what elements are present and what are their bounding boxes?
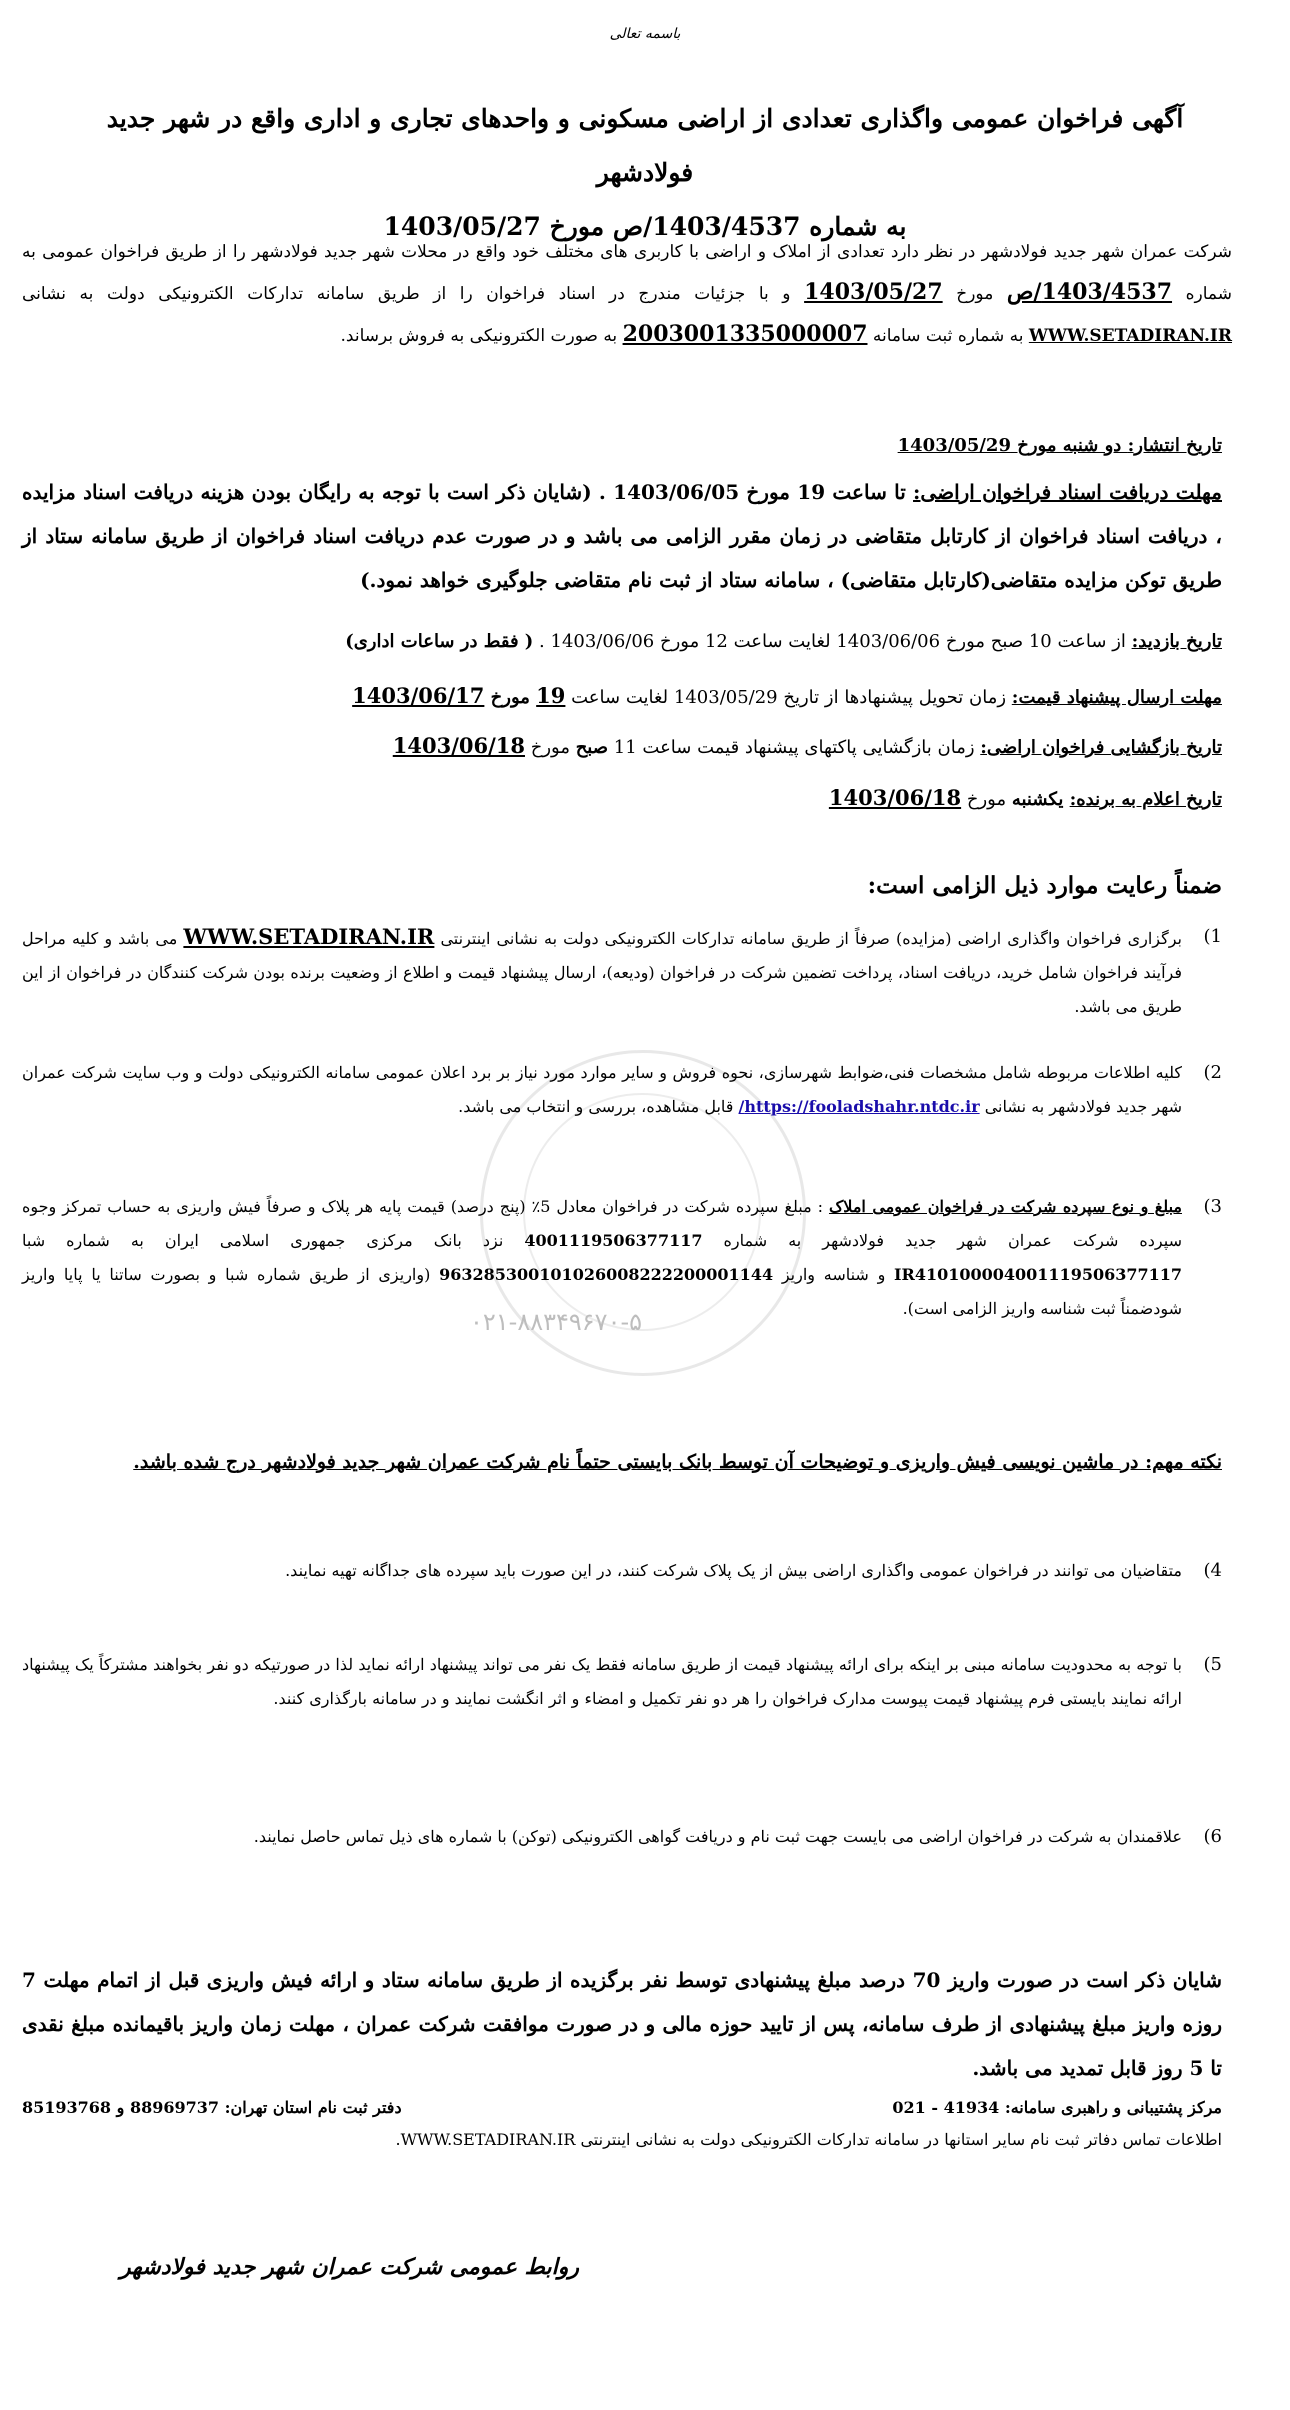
signature: روابط عمومی شرکت عمران شهر جدید فولادشهر <box>120 2254 580 2280</box>
visit-label: تاریخ بازدید: <box>1131 631 1222 652</box>
intro-text: و با جزئیات مندرج در اسناد فراخوان را از طریق سامانه تدارکات الکترونیکی دولت به نشانی <box>22 284 805 304</box>
intro-text: به شماره ثبت سامانه <box>867 326 1029 346</box>
setadiran-link[interactable]: WWW.SETADIRAN.IR <box>183 924 435 949</box>
item-number: 6) <box>1203 1826 1222 1847</box>
visit-text: از ساعت 10 صبح مورخ 1403/06/06 لغایت ساعت 12 مورخ 1403/06/06 . <box>533 631 1132 652</box>
call-date: 1403/05/27 <box>804 279 943 305</box>
list-item <box>22 1820 1222 1854</box>
item-text: قابل مشاهده، بررسی و انتخاب می باشد. <box>458 1097 739 1116</box>
support-center: مرکز پشتیبانی و راهبری سامانه: 41934 - 021 <box>892 2098 1222 2117</box>
stamp-phone: ۰۲۱-۸۸۳۴۹۶۷۰-۵ <box>470 1308 643 1336</box>
list-item <box>22 1554 1222 1588</box>
item-text: (واریزی از طریق شماره شبا و بصورت ساتنا یا پایا واریز شودضمناً ثبت شناسه واریز الزامی است). <box>22 1265 1182 1318</box>
item-number: 5) <box>1203 1654 1222 1675</box>
item-number: 4) <box>1203 1560 1222 1581</box>
item-text: کلیه اطلاعات مربوطه شامل مشخصات فنی،ضوابط شهرسازی، نحوه فروش و سایر موارد مورد نیاز بر برد اعلان عمومی سامانه الکترونیکی دولت و وب سایت شرکت عمران شهر جدید فولادشهر به نشانی <box>22 1063 1182 1116</box>
opening-text-2: مورخ <box>524 737 576 758</box>
list-item <box>22 920 1222 1024</box>
intro-text: مورخ <box>942 284 1007 304</box>
price-date: 1403/06/17 <box>352 683 485 708</box>
intro-text: به صورت الکترونیکی به فروش برساند. <box>340 326 623 346</box>
winner-label: تاریخ اعلام به برنده: <box>1069 789 1222 810</box>
item-text: علاقمندان به شرکت در فراخوان اراضی می بایست جهت ثبت نام و دریافت گواهی الکترونیکی (توکن) با شماره های ذیل تماس حاصل نمایند. <box>253 1827 1182 1846</box>
list-item <box>22 1648 1222 1716</box>
opening-label: تاریخ بازگشایی فراخوان اراضی: <box>980 737 1222 758</box>
opening-bold: صبح <box>575 737 609 758</box>
visit-row <box>22 622 1222 662</box>
price-hour: 19 <box>536 683 566 708</box>
setadiran-link[interactable]: WWW.SETADIRAN.IR <box>1028 326 1232 346</box>
sheba-number: IR410100004001119506377117 <box>894 1265 1183 1284</box>
other-provinces <box>22 2124 1222 2156</box>
opening-date: 1403/06/18 <box>392 733 525 758</box>
deadline-row <box>22 470 1222 602</box>
list-item <box>22 1190 1222 1326</box>
publish-date-row <box>22 426 1222 466</box>
item-number: 3) <box>1203 1196 1222 1217</box>
price-label: مهلت ارسال پیشنهاد قیمت: <box>1011 687 1222 708</box>
item-text: برگزاری فراخوان واگذاری اراضی (مزایده) صرفاً از طریق سامانه تدارکات الکترونیکی دولت به نشانی اینترنتی <box>434 929 1183 948</box>
item-text: متقاضیان می توانند در فراخوان عمومی واگذاری اراضی بیش از یک پلاک شرکت کنند، در این صورت باید سپرده های جداگانه تهیه نمایند. <box>285 1561 1182 1580</box>
account-number: 4001119506377117 <box>524 1231 703 1250</box>
item-number: 1) <box>1203 926 1222 947</box>
setadiran-link[interactable]: WWW.SETADIRAN.IR <box>400 2130 576 2149</box>
deadline-label: مهلت دریافت اسناد فراخوان اراضی: <box>913 480 1222 504</box>
price-text-2: مورخ <box>484 687 537 708</box>
title-line-1: آگهی فراخوان عمومی واگذاری تعدادی از اراضی مسکونی و واحدهای تجاری و اداری واقع در شهر جدید فولادشهر <box>106 104 1184 187</box>
deposit-id: 963285300101026008222200001144 <box>439 1265 774 1284</box>
title-line-2: به شماره 1403/4537/ص مورخ 1403/05/27 <box>383 212 907 241</box>
winner-date: 1403/06/18 <box>828 785 962 810</box>
contact-info <box>22 2092 1222 2156</box>
winner-text: مورخ <box>961 789 1012 810</box>
winner-day: یکشنبه <box>1011 789 1070 810</box>
item-number: 2) <box>1203 1062 1222 1083</box>
opening-row <box>22 726 1222 768</box>
deadline-text: تا ساعت 19 مورخ 1403/06/05 . (شایان ذکر است با توجه به رایگان بودن هزینه دریافت اسناد مزایده ، دریافت اسناد فراخوان از کارتابل متقاضی در زمان مقرر الزامی می باشد و در صورت عدم دریافت اسناد فراخوان از طریق سامانه ستاد از طریق توکن مزایده متقاضی(کارتابل متقاضی) ، سامانه ستاد از ثبت نام متقاضی جلوگیری خواهد نمود.) <box>22 480 1222 592</box>
requirements-title: ضمناً رعایت موارد ذیل الزامی است: <box>867 872 1222 899</box>
contact-phones <box>22 2092 1222 2124</box>
important-note: نکته مهم: در ماشین نویسی فیش واریزی و توضیحات آن توسط بانک بایستی حتماً نام شرکت عمران شهر جدید فولادشهر درج شده باشد. <box>133 1451 1222 1473</box>
item-text: نزد بانک مرکزی جمهوری اسلامی ایران به شماره شبا <box>22 1231 525 1250</box>
publish-value: دو شنبه مورخ 1403/05/29 <box>897 435 1128 456</box>
opening-text: زمان بازگشایی پاکتهای پیشنهاد قیمت ساعت 11 <box>608 737 981 758</box>
visit-note: ( فقط در ساعات اداری) <box>345 631 534 652</box>
fooladshahr-link[interactable]: https://fooladshahr.ntdc.ir/ <box>738 1097 980 1116</box>
winner-row <box>22 778 1222 820</box>
publish-label: تاریخ انتشار: دو شنبه مورخ 1403/05/29 <box>897 435 1222 456</box>
intro-text: شرکت عمران شهر جدید فولادشهر در نظر دارد تعدادی از املاک و اراضی با کاربری های مختلف خود واقع در محلات شهر جدید فولادشهر را از طریق فراخوان عمومی به شماره <box>22 242 1232 304</box>
basmala: باسمه تعالی <box>609 26 681 42</box>
list-item <box>22 1056 1222 1124</box>
contact-period: . <box>395 2130 401 2149</box>
call-number: 1403/4537/ص <box>1006 279 1173 305</box>
price-text: زمان تحویل پیشنهادها از تاریخ 1403/05/29 لغایت ساعت <box>565 687 1012 708</box>
item-text: می باشد و کلیه مراحل فرآیند فراخوان شامل خرید، دریافت اسناد، پرداخت تضمین شرکت در فراخوان (ودیعه)، ارسال پیشنهاد قیمت و اطلاع از وضعیت برنده بودن شرکت کنندگان در فراخوان از این طریق می باشد. <box>22 929 1182 1016</box>
registration-number: 2003001335000007 <box>622 321 868 347</box>
contact-text: اطلاعات تماس دفاتر ثبت نام سایر استانها در سامانه تدارکات الکترونیکی دولت به نشانی اینترنتی <box>575 2130 1222 2149</box>
deposit-label: مبلغ و نوع سپرده شرکت در فراخوان عمومی املاک <box>828 1197 1182 1216</box>
intro-paragraph <box>22 232 1232 356</box>
price-deadline-row <box>22 676 1222 718</box>
tehran-office: دفتر ثبت نام استان تهران: 88969737 و 85193768 <box>22 2098 402 2117</box>
announcement-title <box>70 92 1220 254</box>
extension-note: شایان ذکر است در صورت واریز 70 درصد مبلغ پیشنهادی توسط نفر برگزیده از طریق سامانه ستاد و ارائه فیش واریزی قبل از اتمام مهلت 7 روزه واریز مبلغ پیشنهادی از طرف سامانه، پس از تایید حوزه مالی و در صورت موافقت شرکت عمران ، مهلت زمان واریز باقیمانده مبلغ نقدی تا 5 روز قابل تمدید می باشد. <box>22 1968 1223 2080</box>
item-text: و شناسه واریز <box>773 1265 895 1284</box>
item-text: : مبلغ سپرده شرکت در فراخوان معادل 5٪ (پنج درصد) قیمت پایه هر پلاک و صرفاً فیش واریزی به حساب تمرکز وجوه سپرده شرکت عمران شهر جدید فولادشهر به شماره <box>22 1197 1182 1250</box>
item-text: با توجه به محدودیت سامانه مبنی بر اینکه برای ارائه پیشنهاد قیمت از طریق سامانه فقط یک نفر می تواند پیشنهاد ارائه نماید لذا در صورتیکه دو نفر بخواهند مشترکاً یک پیشنهاد ارائه نمایند بایستی فرم پیشنهاد قیمت پیوست مدارک فراخوان را هر دو نفر تکمیل و امضاء و اثر انگشت نمایند و در سامانه بارگذاری کنند. <box>22 1655 1183 1708</box>
